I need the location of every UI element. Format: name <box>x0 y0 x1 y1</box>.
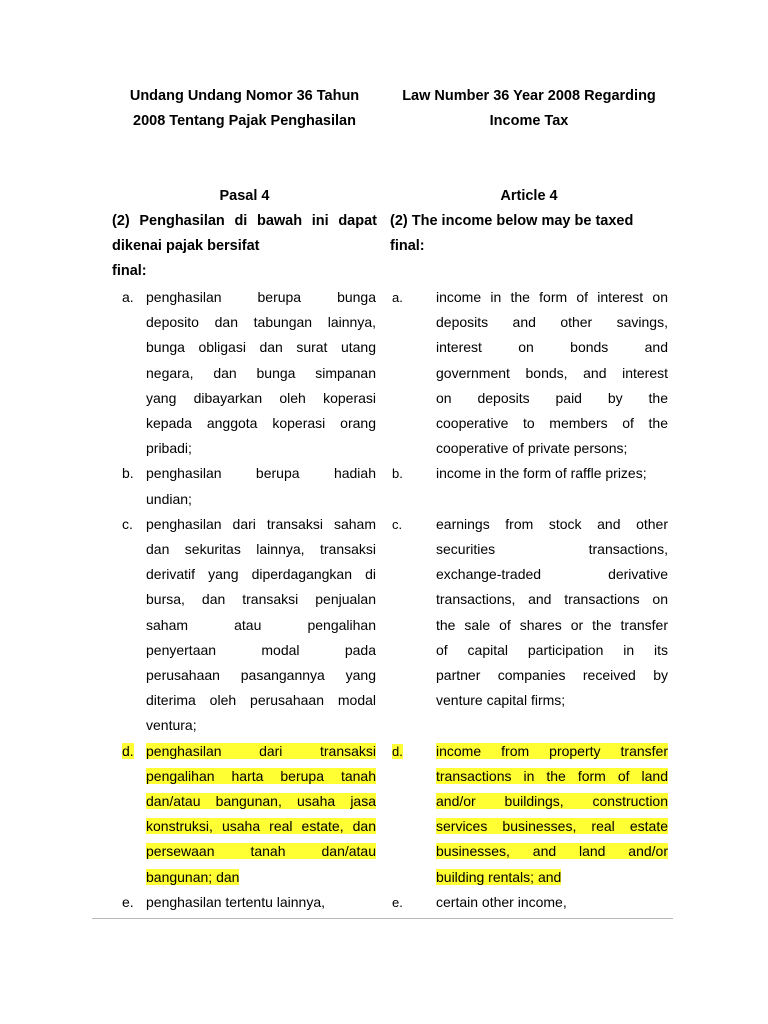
item-text-line <box>436 537 668 562</box>
item-text-line-content: bangunan; dan <box>146 868 240 885</box>
english-item-marker <box>392 739 403 764</box>
english-item-text <box>436 461 668 486</box>
indonesian-paragraph-line: final: <box>112 263 147 279</box>
item-marker-text: a. <box>122 289 134 305</box>
item-text-line-content: building rentals; and <box>436 868 562 885</box>
indonesian-item-marker <box>122 512 133 537</box>
item-text-line-content: ventura; <box>146 717 197 734</box>
item-marker-text: c. <box>392 516 403 532</box>
item-text-line-content: transactions in the form of land <box>436 767 668 784</box>
item-text-line <box>146 663 376 688</box>
item-text-line <box>146 613 376 638</box>
indonesian-title <box>112 84 377 134</box>
indonesian-item-text <box>146 739 376 890</box>
item-marker-text: e. <box>122 893 134 910</box>
item-text-line-content: transactions, and transactions on <box>436 591 668 608</box>
item-text-line-content: dan sekuritas lainnya, transaksi <box>146 541 376 557</box>
item-text-line-content: income from property transfer <box>436 742 668 759</box>
english-paragraph-line: final: <box>390 238 425 254</box>
indonesian-title-line-1: Undang Undang Nomor 36 Tahun <box>129 88 360 104</box>
item-text-line-content: on deposits paid by the <box>436 389 668 406</box>
english-title-line-1: Law Number 36 Year 2008 Regarding <box>402 88 656 104</box>
item-text-line-content: deposito dan tabungan lainnya, <box>146 314 376 331</box>
indonesian-item-text <box>146 890 376 915</box>
item-text-line-content: penghasilan tertentu lainnya, <box>146 893 326 910</box>
item-text-line-content: certain other income, <box>436 893 567 910</box>
item-text-line-content: government bonds, and interest <box>436 364 668 381</box>
item-text-line-content: earnings from stock and other <box>436 515 668 532</box>
item-text-line <box>146 487 376 512</box>
item-text-line-content: the sale of shares or the transfer <box>436 616 668 633</box>
item-text-line-content: penghasilan dari transaksi saham <box>146 515 376 532</box>
indonesian-paragraph-line: dikenai pajak bersifat <box>112 238 260 254</box>
indonesian-item-marker <box>122 890 134 915</box>
item-text-line <box>436 839 668 864</box>
item-text-line <box>436 865 668 890</box>
item-text-line-content: services businesses, real estate <box>436 818 668 835</box>
item-text-line-content: penghasilan dari transaksi <box>146 742 376 759</box>
item-text-line <box>436 587 668 612</box>
item-text-line-content: deposits and other savings, <box>436 314 668 331</box>
english-paragraph-line: (2) The income below may be taxed <box>390 213 634 229</box>
item-text-line <box>146 335 376 360</box>
item-text-line <box>146 839 376 864</box>
item-text-line-content: negara, dan bunga simpanan <box>146 364 376 381</box>
item-text-line <box>146 562 376 587</box>
item-text-line-content: cooperative to members of the <box>436 415 668 432</box>
item-text-line <box>436 764 668 789</box>
item-text-line <box>146 587 376 612</box>
item-text-line <box>436 638 668 663</box>
item-text-line-content: businesses, and land and/or <box>436 843 668 860</box>
item-text-line <box>146 411 376 436</box>
item-text-line-content: pengalihan harta berupa tanah <box>146 767 376 784</box>
indonesian-paragraph <box>112 209 377 284</box>
item-text-line <box>436 814 668 839</box>
item-text-line <box>146 436 376 461</box>
item-text-line-content: kepada anggota koperasi orang <box>146 415 376 432</box>
item-marker-text: b. <box>122 465 134 482</box>
english-title-line-2: Income Tax <box>489 113 569 129</box>
item-text-line-content: perusahaan pasangannya yang <box>146 667 376 684</box>
item-text-line-content: dan/atau bangunan, usaha jasa <box>146 793 376 809</box>
item-text-line-content: konstruksi, usaha real estate, dan <box>146 818 376 835</box>
item-text-line-content: yang dibayarkan oleh koperasi <box>146 389 376 406</box>
item-text-line <box>436 512 668 537</box>
item-text-line <box>436 436 668 461</box>
item-text-line-content: interest on bonds and <box>436 339 668 356</box>
item-text-line <box>436 310 668 335</box>
item-text-line <box>436 688 668 713</box>
item-marker-text: c. <box>122 515 133 532</box>
item-text-line-content: and/or buildings, construction <box>436 793 668 809</box>
item-text-line <box>146 814 376 839</box>
item-text-line-content: exchange-traded derivative <box>436 566 668 583</box>
item-marker-text: a. <box>392 290 403 305</box>
item-text-line <box>146 461 376 486</box>
item-marker-text: b. <box>392 466 403 482</box>
item-text-line <box>146 310 376 335</box>
item-text-line <box>436 663 668 688</box>
indonesian-title-line-2: 2008 Tentang Pajak Penghasilan <box>133 113 356 129</box>
item-text-line <box>436 562 668 587</box>
english-item-text <box>436 285 668 461</box>
indonesian-paragraph-line: (2) Penghasilan di bawah ini dapat <box>112 213 377 229</box>
item-text-line <box>146 739 376 764</box>
item-text-line-content: penghasilan berupa hadiah <box>146 465 376 482</box>
item-text-line <box>436 461 668 486</box>
item-text-line <box>436 739 668 764</box>
item-text-line <box>436 890 668 915</box>
item-text-line <box>436 386 668 411</box>
item-text-line-content: securities transactions, <box>436 541 668 557</box>
item-text-line-content: venture capital firms; <box>436 692 566 709</box>
indonesian-item-marker <box>122 285 134 310</box>
item-text-line-content: income in the form of raffle prizes; <box>436 465 647 482</box>
item-text-line <box>436 285 668 310</box>
indonesian-article-heading: Pasal 4 <box>219 188 270 204</box>
item-text-line <box>146 512 376 537</box>
item-text-line <box>146 285 376 310</box>
item-marker-text: d. <box>392 743 403 759</box>
indonesian-item-text <box>146 285 376 461</box>
english-title <box>390 84 668 134</box>
item-text-line-content: partner companies received by <box>436 667 668 684</box>
item-text-line-content: derivatif yang diperdagangkan di <box>146 566 376 583</box>
item-marker-text: e. <box>392 894 403 910</box>
item-text-line <box>146 386 376 411</box>
indonesian-item-text <box>146 512 376 739</box>
item-text-line <box>436 411 668 436</box>
item-text-line <box>436 789 668 814</box>
indonesian-item-marker <box>122 739 134 764</box>
item-text-line-content: saham atau pengalihan <box>146 616 376 633</box>
item-text-line <box>436 335 668 360</box>
english-item-text <box>436 739 668 890</box>
english-article-heading: Article 4 <box>500 188 558 204</box>
item-text-line-content: persewaan tanah dan/atau <box>146 843 376 860</box>
item-text-line-content: penghasilan berupa bunga <box>146 289 376 305</box>
english-item-text <box>436 512 668 714</box>
english-item-marker <box>392 285 403 310</box>
item-text-line <box>146 764 376 789</box>
item-text-line <box>146 789 376 814</box>
item-text-line <box>436 613 668 638</box>
item-text-line-content: bunga obligasi dan surat utang <box>146 339 376 356</box>
item-text-line <box>146 537 376 562</box>
item-text-line <box>146 890 376 915</box>
item-text-line-content: income in the form of interest on <box>436 289 668 305</box>
item-text-line-content: penyertaan modal pada <box>146 641 376 658</box>
item-text-line-content: pribadi; <box>146 440 192 457</box>
item-text-line-content: of capital participation in its <box>436 641 668 658</box>
indonesian-item-marker <box>122 461 134 486</box>
english-item-marker <box>392 461 403 486</box>
english-item-text <box>436 890 668 915</box>
item-text-line <box>436 361 668 386</box>
english-paragraph <box>390 209 668 259</box>
item-text-line-content: bursa, dan transaksi penjualan <box>146 591 376 608</box>
footer-divider <box>92 918 673 919</box>
english-item-marker <box>392 890 403 915</box>
item-text-line <box>146 713 376 738</box>
item-text-line <box>146 688 376 713</box>
english-item-marker <box>392 512 402 537</box>
item-text-line <box>146 638 376 663</box>
item-text-line-content: undian; <box>146 490 192 507</box>
item-text-line-content: diterima oleh perusahaan modal <box>146 692 376 709</box>
item-text-line <box>146 865 376 890</box>
item-text-line-content: cooperative of private persons; <box>436 440 628 457</box>
indonesian-item-text <box>146 461 376 511</box>
item-marker-text: d. <box>122 742 134 759</box>
item-text-line <box>146 361 376 386</box>
